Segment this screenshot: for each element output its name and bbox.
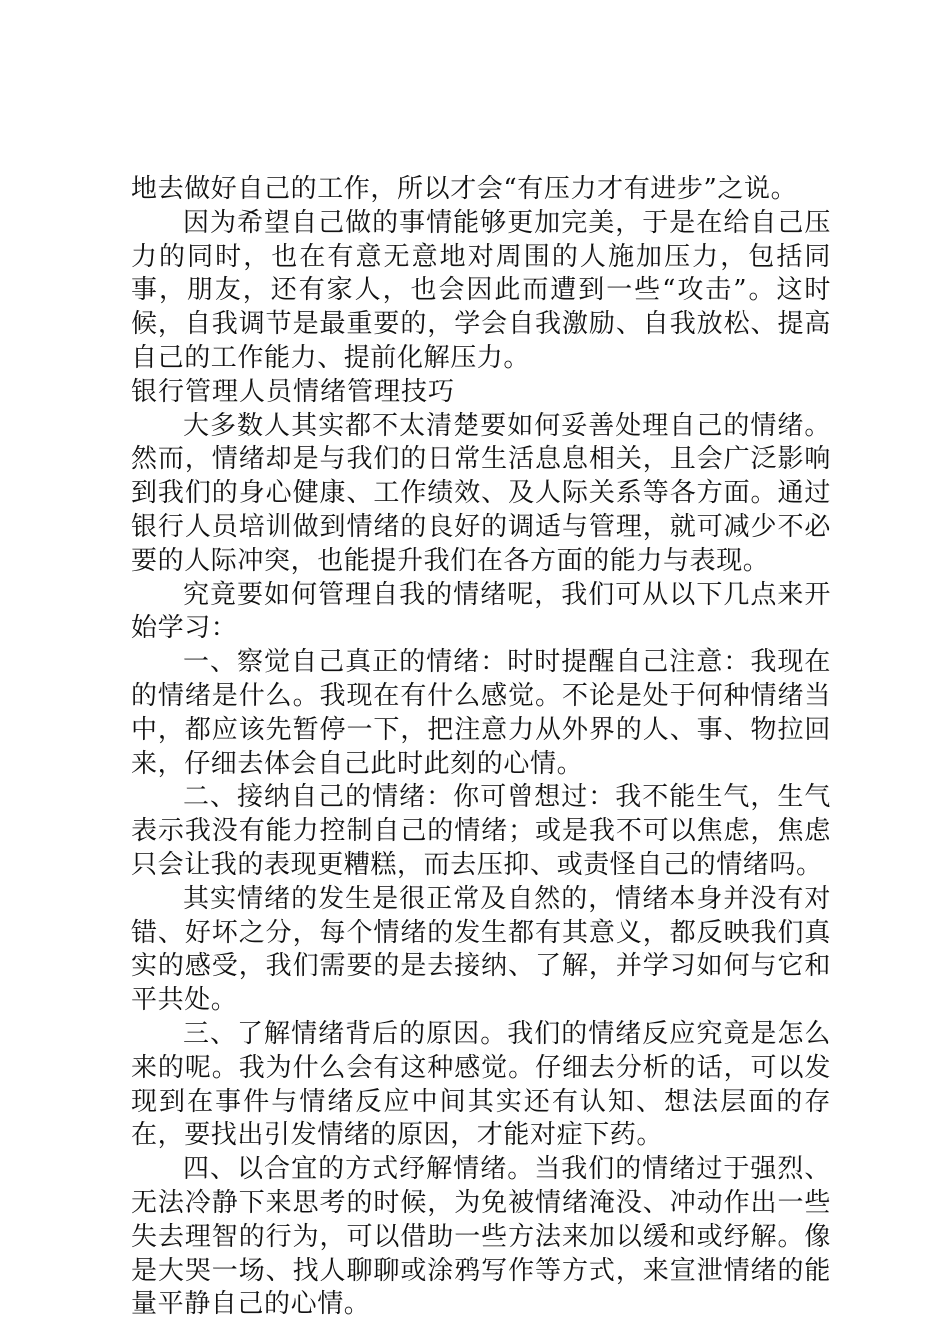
- paragraph-pressure: 因为希望自己做的事情能够更加完美，于是在给自己压力的同时，也在有意无意地对周围的人施加压力，包括同事，朋友，还有家人，也会因此而遭到一些“攻击”。这时候，自我调节是最重要的，学会自我激励、自我放松、提高自己的工作能力、提前化解压力。: [131, 207, 831, 373]
- paragraph-point-three: 三、了解情绪背后的原因。我们的情绪反应究竟是怎么来的呢。我为什么会有这种感觉。仔细去分析的话，可以发现到在事件与情绪反应中间其实还有认知、想法层面的存在，要找出引发情绪的原因，才能对症下药。: [131, 1018, 831, 1151]
- document-page: [131, 173, 831, 1322]
- paragraph-intro: 大多数人其实都不太清楚要如何妥善处理自己的情绪。然而，情绪却是与我们的日常生活息息相关，且会广泛影响到我们的身心健康、工作绩效、及人际关系等各方面。通过银行人员培训做到情绪的良好的调适与管理，就可减少不必要的人际冲突，也能提升我们在各方面的能力与表现。: [131, 410, 831, 576]
- paragraph-question: 究竟要如何管理自我的情绪呢，我们可从以下几点来开始学习：: [131, 579, 831, 644]
- section-heading: 银行管理人员情绪管理技巧: [131, 376, 456, 407]
- paragraph-point-two: 二、接纳自己的情绪：你可曾想过：我不能生气，生气表示我没有能力控制自己的情绪；或是我不可以焦虑，焦虑只会让我的表现更糟糕，而去压抑、或责怪自己的情绪吗。: [131, 782, 831, 880]
- paragraph-point-one: 一、察觉自己真正的情绪：时时提醒自己注意：我现在的情绪是什么。我现在有什么感觉。不论是处于何种情绪当中，都应该先暂停一下，把注意力从外界的人、事、物拉回来，仔细去体会自己此时此刻的心情。: [131, 647, 831, 779]
- paragraph-point-four: 四、以合宜的方式纾解情绪。当我们的情绪过于强烈、无法冷静下来思考的时候，为免被情绪淹没、冲动作出一些失去理智的行为，可以借助一些方法来加以缓和或纾解。像是大哭一场、找人聊聊或涂鸦写作等方式，来宣泄情绪的能量平静自己的心情。: [131, 1154, 831, 1320]
- paragraph-continuation: 地去做好自己的工作，所以才会“有压力才有进步”之说。: [131, 174, 798, 204]
- paragraph-point-two-explanation: 其实情绪的发生是很正常及自然的，情绪本身并没有对错、好坏之分，每个情绪的发生都有其意义，都反映我们真实的感受，我们需要的是去接纳、了解，并学习如何与它和平共处。: [131, 883, 831, 1016]
